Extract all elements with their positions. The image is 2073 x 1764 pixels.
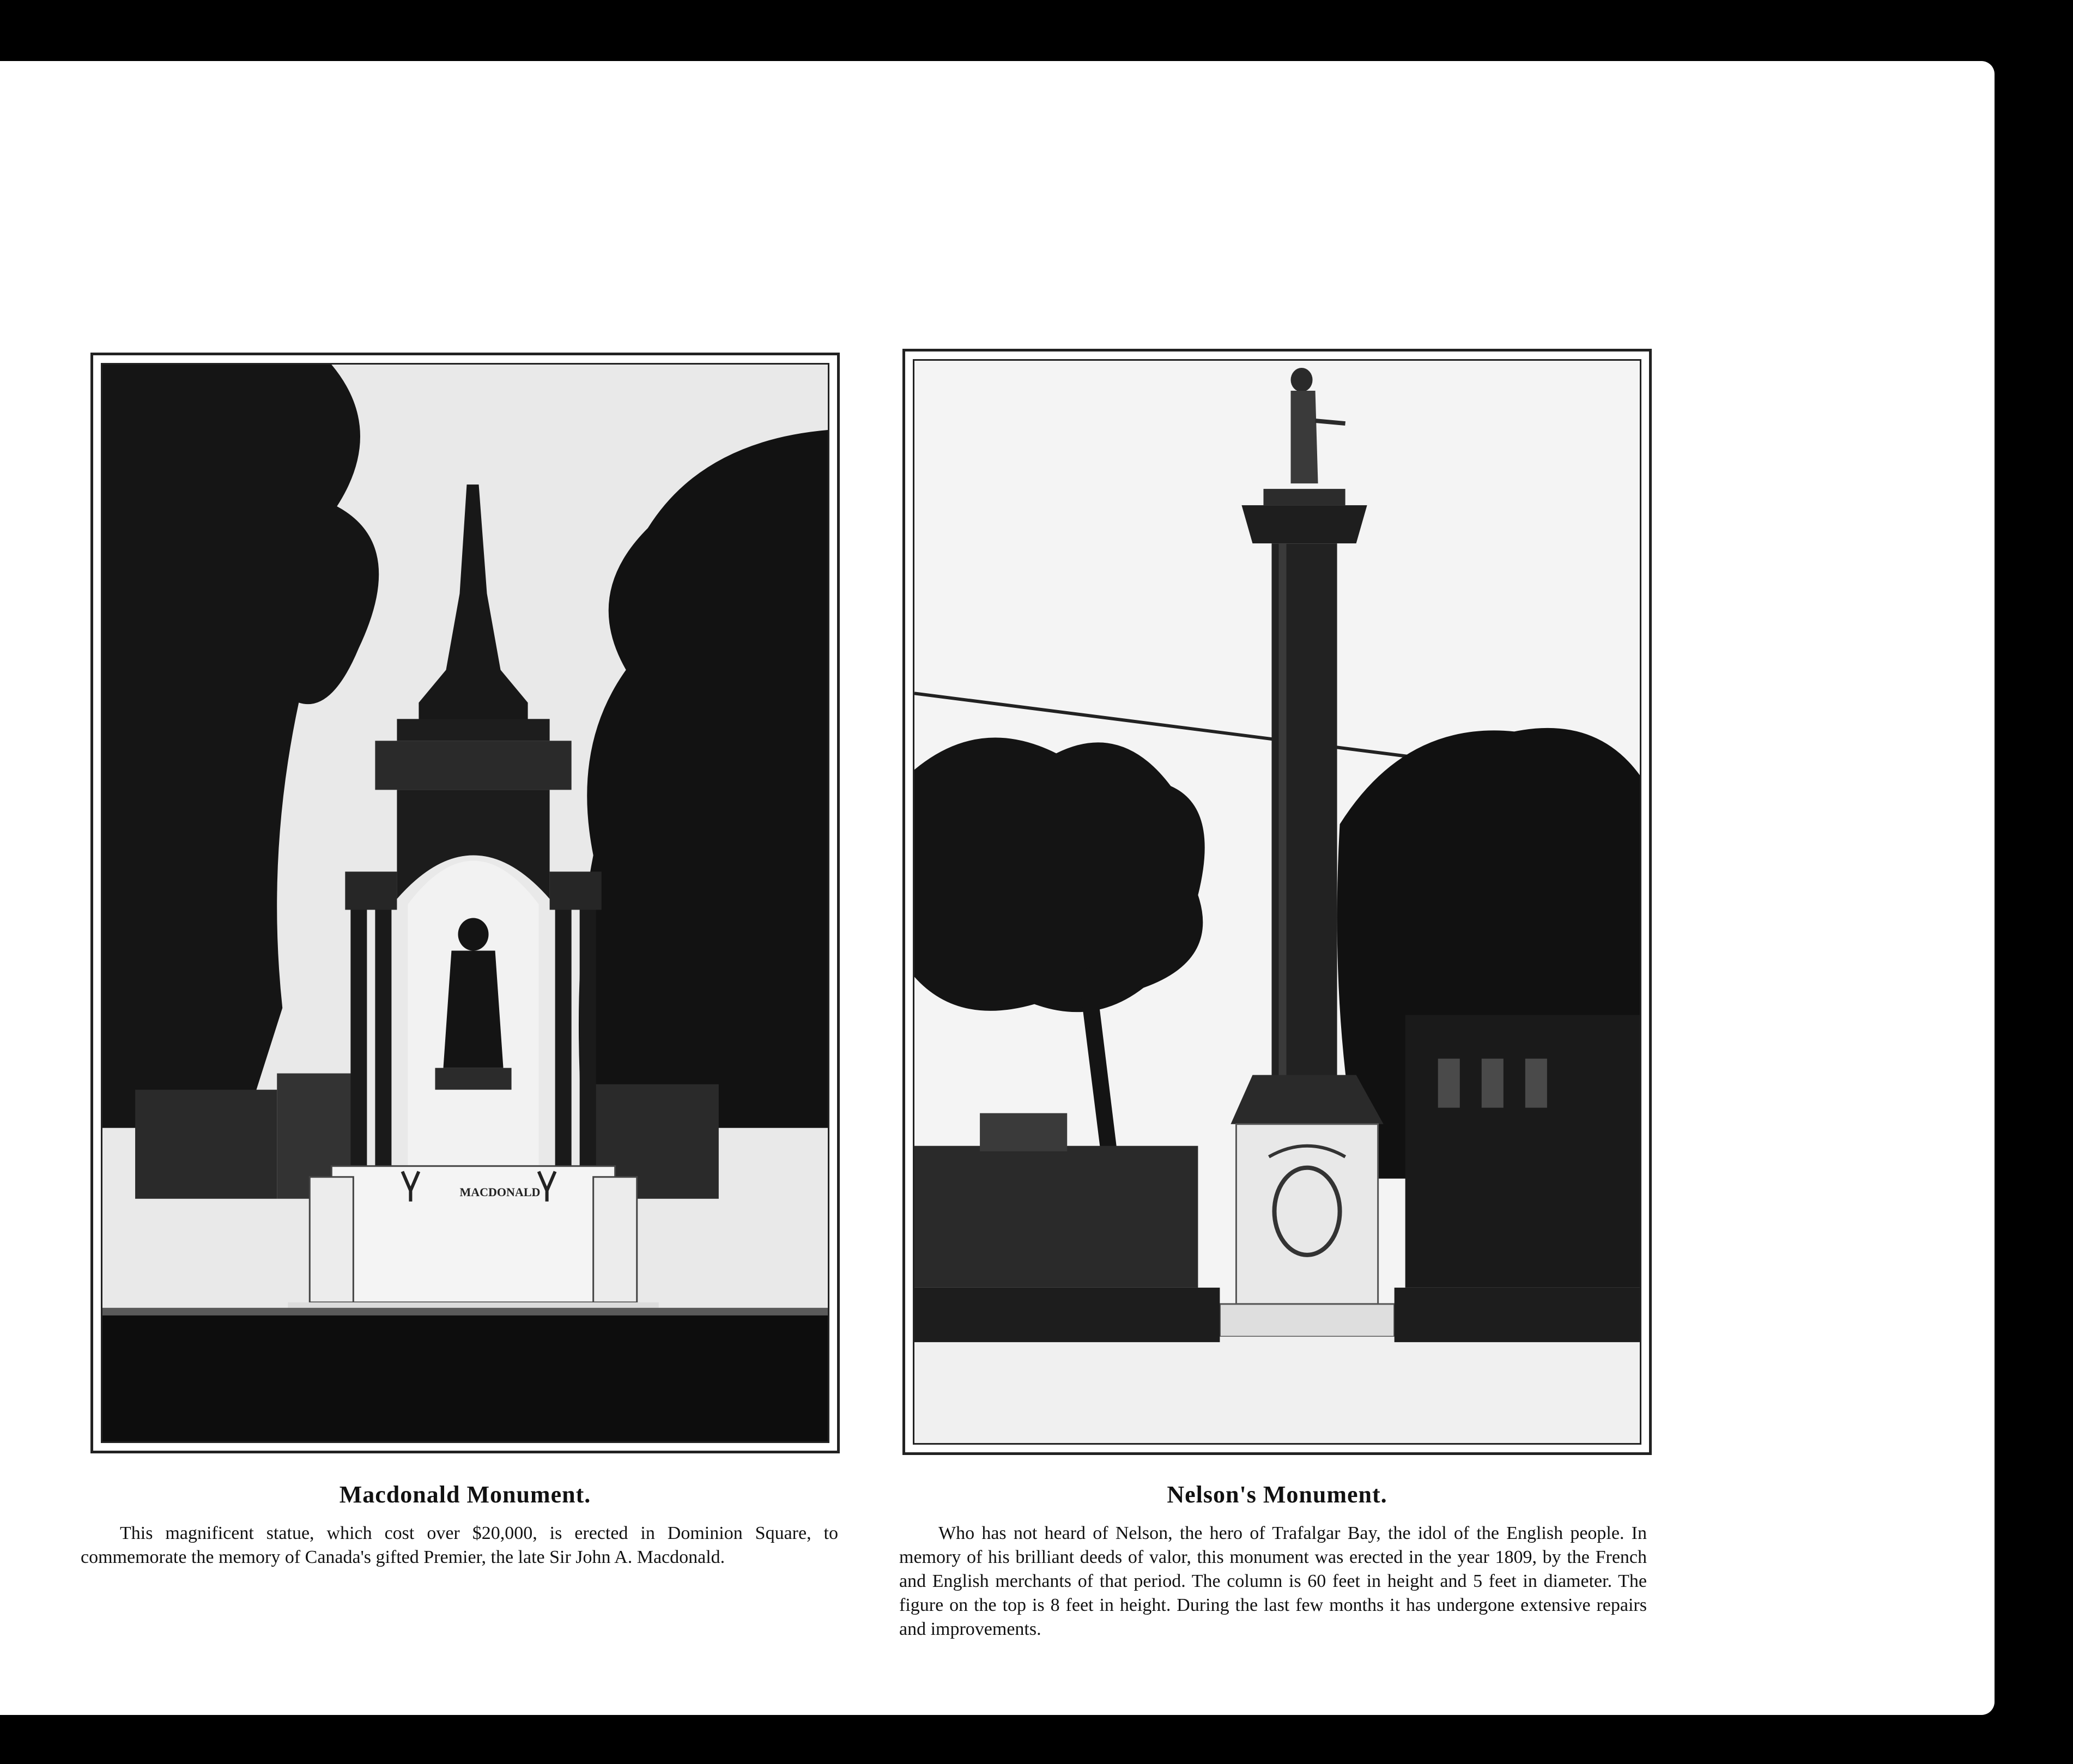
macdonald-monument-caption: This magnificent statue, which cost over $20,000, is erected in Dominion Square, to commemorate the memory of Canada's gifted Premier, the late Sir John A. Macdonald. [81,1523,838,1567]
macdonald-monument-photo [102,365,828,1441]
scanned-page [0,61,1995,1715]
macdonald-monument-title: Macdonald Monument. [339,1481,591,1508]
nelson-monument-title: Nelson's Monument. [1167,1481,1387,1508]
macdonald-monument-photo-frame [90,353,840,1453]
nelson-monument-photo-frame [902,349,1652,1455]
pedestal-inscription: MACDONALD [459,1185,541,1199]
nelson-monument-caption: Who has not heard of Nelson, the hero of Trafalgar Bay, the idol of the English people. In memory of his brilliant deeds of valor, this monument was erected in the year 1809, by the French and English merchants of that period. The column is 60 feet in height and 5 feet in diameter. The figure on the top is 8 feet in height. During the last few months it has undergone extensive repairs and improvements. [899,1523,1647,1639]
nelson-monument-photo [914,361,1640,1443]
